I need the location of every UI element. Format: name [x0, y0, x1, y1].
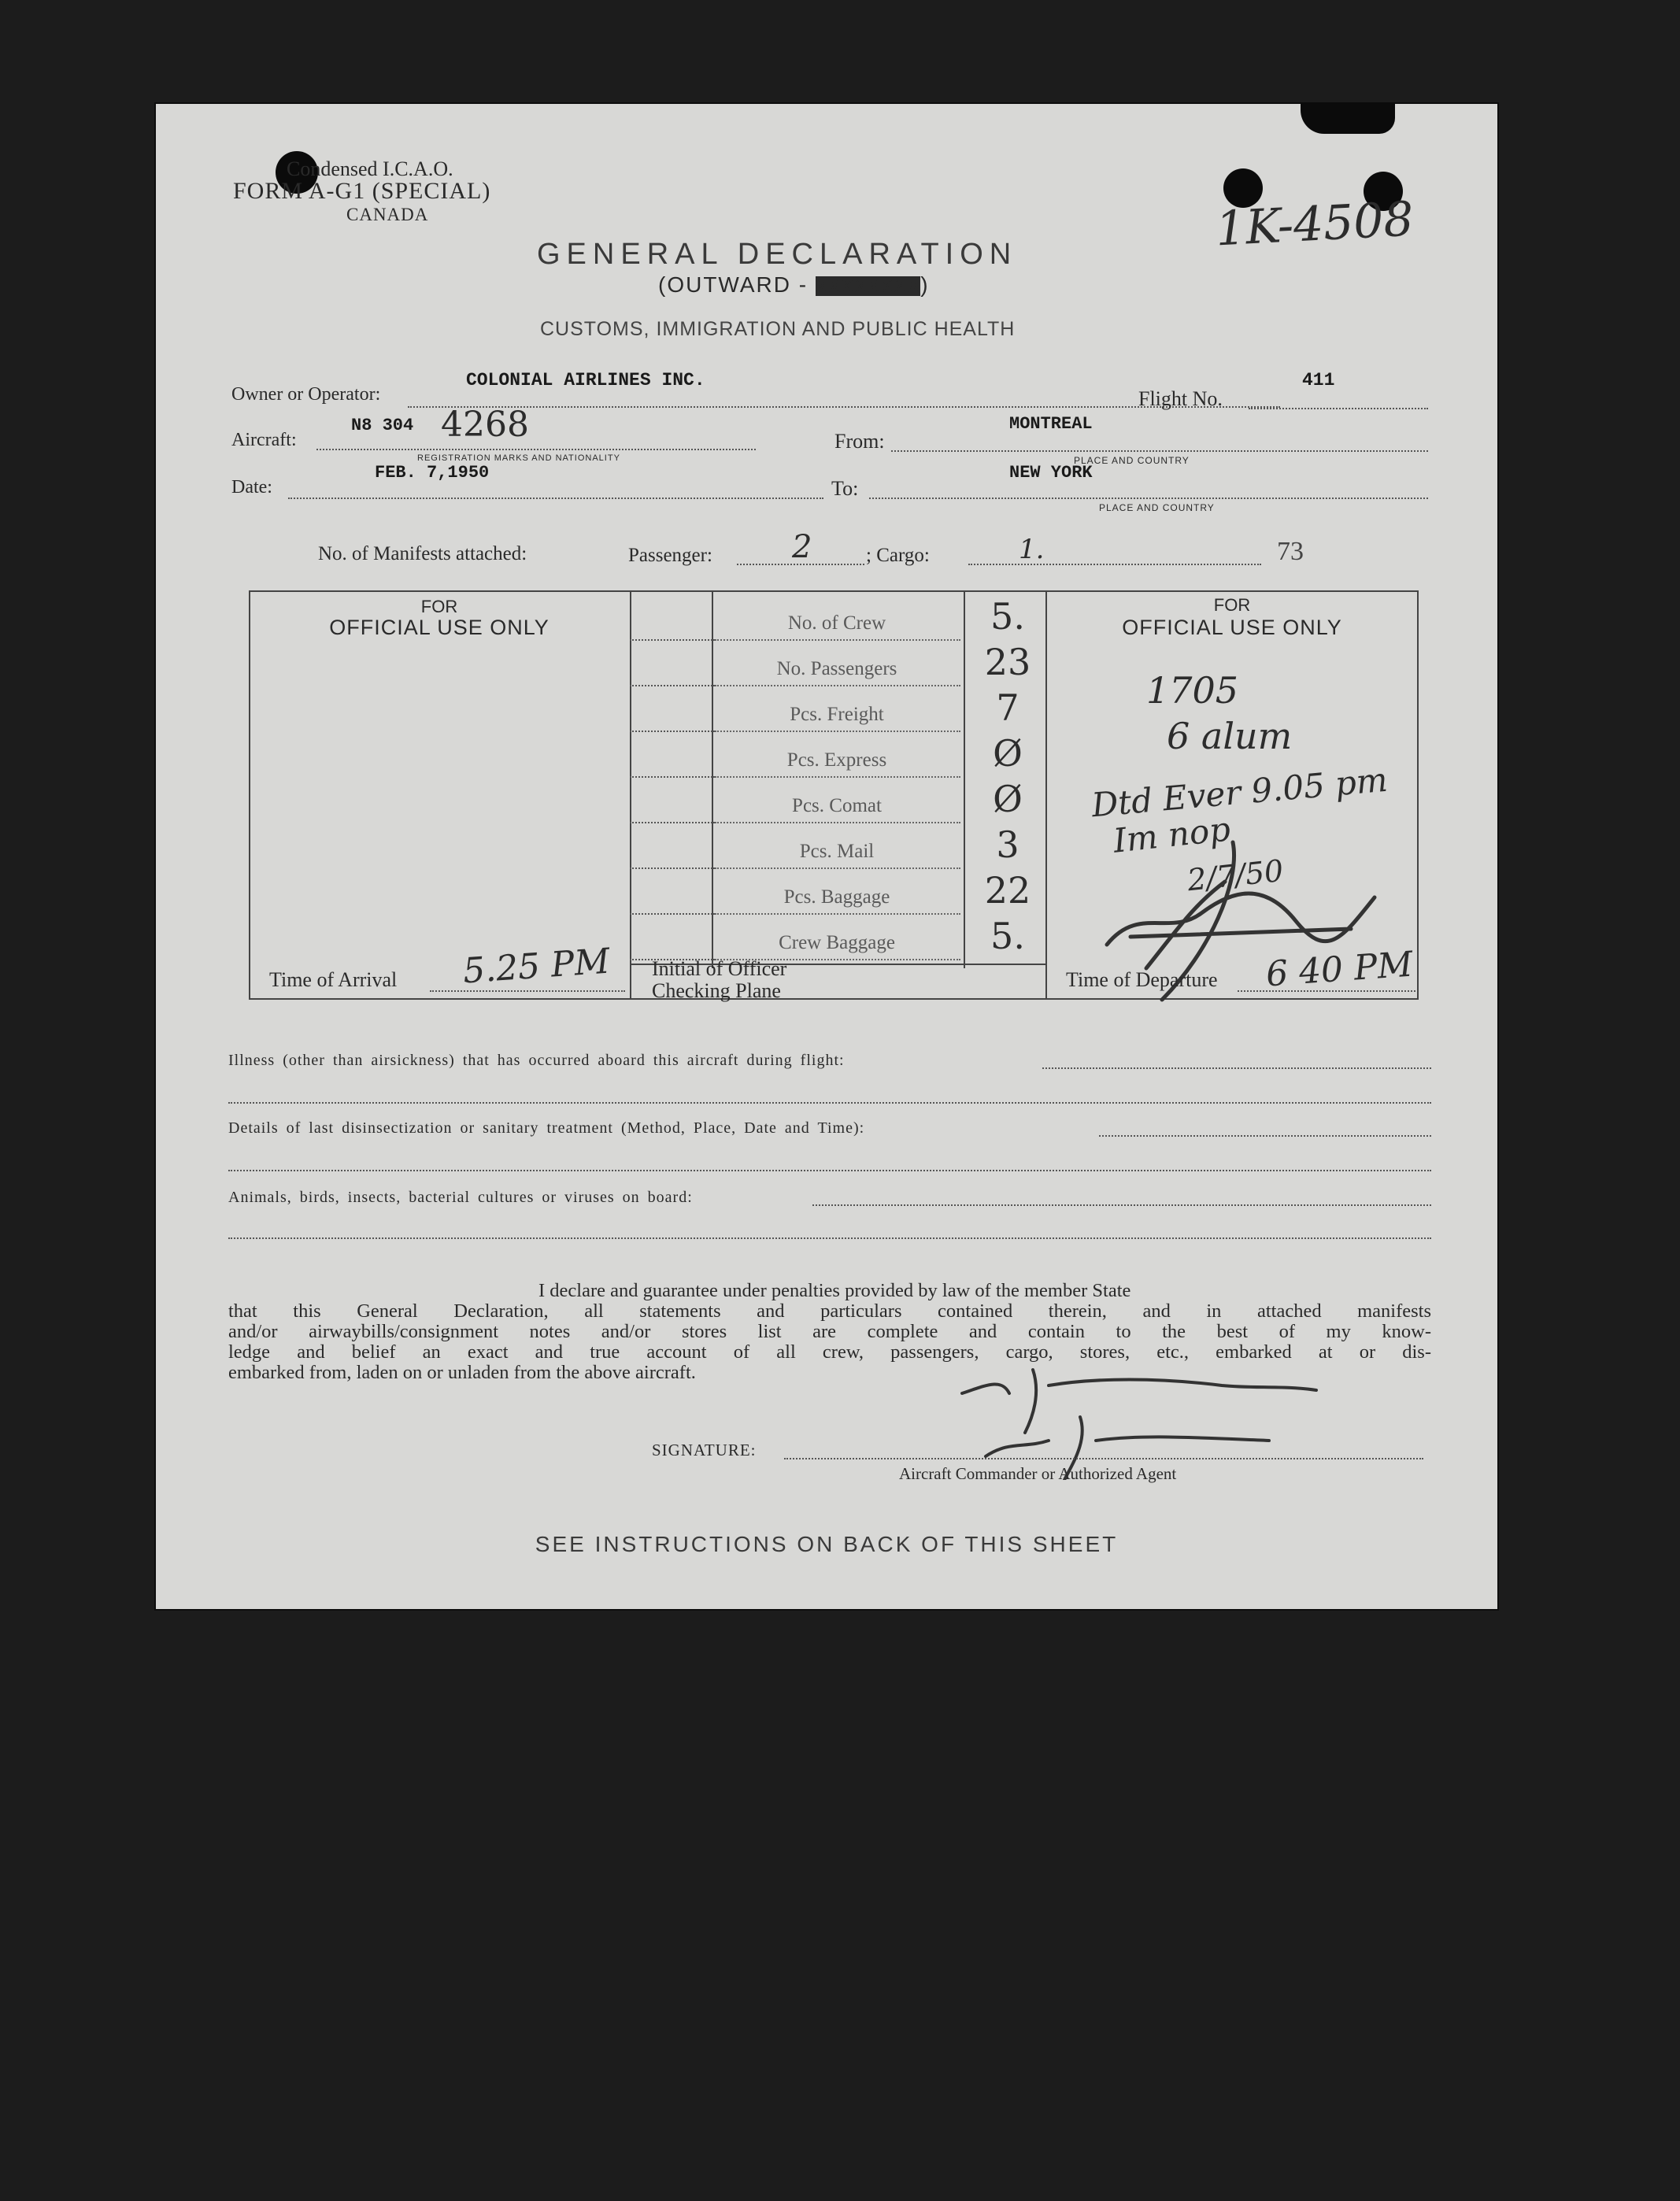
signature-line [784, 1458, 1423, 1459]
to-line [869, 498, 1428, 499]
aircraft-label: Aircraft: [231, 430, 297, 450]
count-row-line [715, 639, 960, 641]
count-row-line [715, 776, 960, 778]
subtitle-struck: XXXXXXXX [815, 276, 921, 296]
declaration-line-1: I declare and guarantee under penalties provided by law of the member State [538, 1280, 1131, 1301]
count-row-line [630, 867, 715, 869]
count-row-line [630, 639, 715, 641]
form-code-line2: FORM A-G1 (SPECIAL) [233, 178, 491, 204]
flight-line [1249, 408, 1428, 409]
count-value: 22 [984, 869, 1031, 912]
form-code-line1: Condensed I.C.A.O. [287, 157, 453, 180]
footer-instructions: SEE INSTRUCTIONS ON BACK OF THIS SHEET [535, 1532, 1119, 1556]
date-value: FEB. 7,1950 [375, 463, 490, 483]
disinsect-line-1 [1099, 1135, 1431, 1137]
from-value: MONTREAL [1009, 414, 1093, 434]
form-departments: CUSTOMS, IMMIGRATION AND PUBLIC HEALTH [540, 318, 1016, 340]
declaration-line-3: and/or airwaybills/consignment notes and/or stores list are complete and contain to the best of my know- [228, 1321, 1431, 1342]
table-divider-1 [630, 590, 631, 1000]
table-divider-3 [964, 590, 965, 968]
count-label: No. Passengers [776, 658, 897, 679]
flight-value: 411 [1302, 370, 1335, 390]
owner-label: Owner or Operator: [231, 384, 381, 405]
official-note-3: Dtd Ever 9.05 pm [1090, 760, 1390, 825]
form-subtitle [658, 272, 930, 298]
count-row-line [715, 685, 960, 686]
arrival-value: 5.25 PM [461, 941, 612, 992]
manifest-extra-value: 73 [1277, 537, 1304, 566]
departure-label: Time of Departure [1066, 968, 1218, 991]
count-label: Pcs. Comat [792, 795, 882, 816]
count-value: Ø [993, 778, 1023, 820]
from-label: From: [834, 430, 885, 453]
count-value: 23 [984, 641, 1031, 683]
count-row-line [715, 822, 960, 823]
count-label: Pcs. Mail [799, 841, 875, 862]
illness-question: Illness (other than airsickness) that has occurred aboard this aircraft during flight: [228, 1052, 845, 1069]
official-right-title: OFFICIAL USE ONLY [1122, 616, 1342, 639]
count-value: 5. [990, 595, 1025, 638]
official-note-4: Im nop [1111, 809, 1233, 860]
manifest-cargo-label: ; Cargo: [866, 545, 930, 566]
manifest-cargo-value: 1. [1019, 534, 1045, 565]
form-title: GENERAL DECLARATION [537, 238, 1018, 271]
illness-line-1 [1042, 1067, 1431, 1069]
count-row-line [630, 685, 715, 686]
subtitle-close: ) [920, 272, 930, 297]
count-row-line [630, 776, 715, 778]
signature-label: SIGNATURE: [652, 1441, 757, 1459]
date-label: Date: [231, 477, 272, 498]
date-line [288, 498, 823, 499]
animals-question: Animals, birds, insects, bacterial cultures or viruses on board: [228, 1189, 693, 1206]
count-row-line [715, 731, 960, 732]
table-divider-2 [712, 590, 713, 968]
animals-line-1 [812, 1204, 1431, 1206]
count-row-line [630, 731, 715, 732]
aircraft-typed: N8 304 [351, 416, 414, 435]
count-label: No. of Crew [787, 612, 886, 634]
disinsect-question: Details of last disinsectization or sanitary treatment (Method, Place, Date and Time): [228, 1119, 865, 1137]
count-label: Pcs. Express [786, 749, 887, 771]
manifests-label: No. of Manifests attached: [318, 543, 527, 564]
departure-value: 6 40 PM [1264, 944, 1415, 995]
animals-line-2 [228, 1237, 1431, 1239]
place-caption-to: PLACE AND COUNTRY [1099, 502, 1215, 513]
count-label: Crew Baggage [779, 932, 895, 953]
initial-officer-line1: Initial of Officer [652, 957, 787, 980]
count-label: Pcs. Baggage [783, 886, 890, 908]
arrival-label: Time of Arrival [269, 968, 398, 991]
manifest-passenger-label: Passenger: [628, 545, 712, 566]
count-row-line [715, 867, 960, 869]
count-value: 3 [996, 823, 1019, 866]
registration-caption: REGISTRATION MARKS AND NATIONALITY [417, 453, 620, 463]
form-country: CANADA [346, 205, 429, 224]
place-caption-from: PLACE AND COUNTRY [1074, 455, 1190, 466]
subtitle-outward: (OUTWARD - [658, 272, 816, 297]
count-row-line [630, 822, 715, 823]
official-note-1: 1705 [1146, 669, 1239, 712]
declaration-line-4: ledge and belief an exact and true account of all crew, passengers, cargo, stores, etc., embarked at or dis- [228, 1341, 1431, 1363]
signature-caption: Aircraft Commander or Authorized Agent [899, 1464, 1177, 1483]
file-number: 1K-4508 [1214, 191, 1415, 257]
count-value: Ø [993, 732, 1023, 775]
aircraft-line [316, 449, 756, 450]
to-label: To: [831, 477, 859, 500]
count-value: 7 [996, 686, 1019, 729]
official-right-for: FOR [1213, 595, 1251, 615]
count-value: 5. [990, 915, 1025, 957]
official-left-for: FOR [420, 597, 458, 616]
from-line [891, 450, 1428, 452]
owner-value: COLONIAL AIRLINES INC. [466, 370, 705, 390]
declaration-line-2: that this General Declaration, all statements and particulars contained therein, and in attached manifests [228, 1300, 1431, 1322]
official-left-title: OFFICIAL USE ONLY [329, 616, 550, 639]
disinsect-line-2 [228, 1170, 1431, 1171]
signature-scribble-1 [954, 1362, 1364, 1480]
count-label: Pcs. Freight [790, 704, 884, 725]
flight-label: Flight No. [1138, 387, 1223, 410]
manifest-passenger-value: 2 [792, 529, 812, 565]
aircraft-hand: 4268 [441, 405, 529, 445]
arrival-line [430, 990, 625, 992]
official-note-5: 2/7/50 [1186, 853, 1286, 898]
count-row-line [630, 913, 715, 915]
departure-line [1238, 990, 1415, 992]
count-row-line [715, 913, 960, 915]
initial-officer-line2: Checking Plane [652, 979, 781, 1002]
illness-line-2 [228, 1102, 1431, 1104]
to-value: NEW YORK [1009, 463, 1093, 483]
manifest-cargo-line [968, 564, 1261, 565]
count-row-line [630, 959, 715, 960]
declaration-line-5: embarked from, laden on or unladen from the above aircraft. [228, 1362, 696, 1383]
official-note-2: 6 alum [1167, 715, 1293, 757]
count-row-line [715, 959, 960, 960]
tape-mark [1301, 102, 1395, 134]
